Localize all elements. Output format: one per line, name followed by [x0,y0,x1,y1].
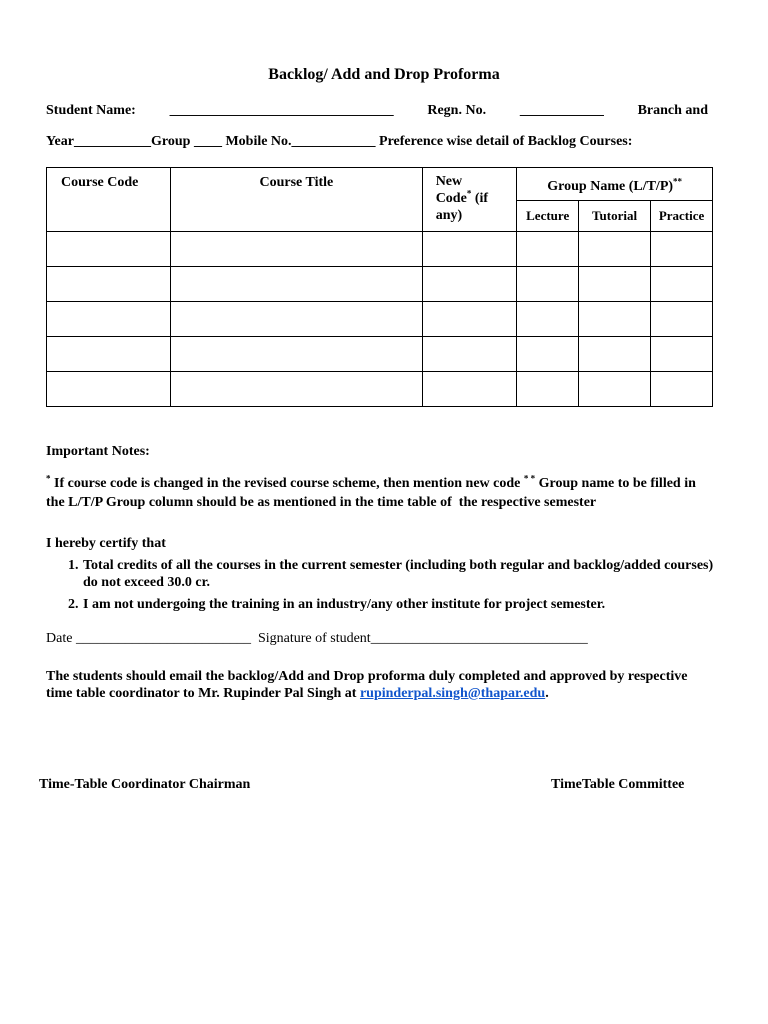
header-new-code-line2b: (if [471,191,489,206]
cell-new-code[interactable] [422,302,517,337]
backlog-courses-table [46,167,713,407]
cell-course-code[interactable] [47,372,171,407]
student-info-line [46,103,708,119]
cell-course-code[interactable] [47,337,171,372]
cell-course-title[interactable] [171,267,423,302]
submission-text: The students should email the backlog/Add and Drop proforma duly completed and approved by respective time table coordinator to Mr. Rupinder Pal Singh at [46,669,688,701]
note1-text: If course code is changed in the revised course scheme, then mention new code [50,476,524,491]
cell-course-title[interactable] [171,372,423,407]
header-group-name [517,168,713,201]
header-new-code-line2: Code [435,191,467,206]
cell-course-title[interactable] [171,302,423,337]
year-field-mark: _ [102,134,109,149]
signature-field[interactable]: _______________________________ [370,631,588,646]
cell-lecture[interactable] [517,337,579,372]
list-item-number: 1. [68,558,79,573]
cell-new-code[interactable] [422,337,517,372]
certify-heading: I hereby certify that [46,536,166,551]
list-item [68,557,718,591]
cell-lecture[interactable] [517,232,579,267]
cell-practice[interactable] [651,232,713,267]
submission-instructions [46,668,716,702]
year-label: Year [46,134,74,149]
date-signature-line [46,631,588,647]
cell-tutorial[interactable] [579,232,651,267]
group-label: Group [151,134,191,149]
mobile-field[interactable]: ____________ [291,134,376,149]
note1-mark: * [46,473,51,484]
cell-lecture[interactable] [517,302,579,337]
cell-tutorial[interactable] [579,302,651,337]
cell-new-code[interactable] [422,232,517,267]
header-practice: Practice [651,201,713,232]
cell-course-title[interactable] [171,232,423,267]
page-title: Backlog/ Add and Drop Proforma [268,66,500,83]
year-group-line [46,134,708,150]
header-new-code [422,168,517,232]
table-row [47,267,713,302]
note2-mark: * * [523,473,536,484]
date-label: Date [46,631,76,646]
student-name-field[interactable]: ________________________________ [169,103,394,118]
submission-end: . [545,686,549,701]
group-field[interactable]: ____ [190,134,226,149]
cell-tutorial[interactable] [579,372,651,407]
list-item-number: 2. [68,597,79,612]
header-course-code: Course Code [47,168,171,232]
year-field[interactable]: ____ [74,134,102,149]
header-tutorial: Tutorial [579,201,651,232]
important-notes-heading: Important Notes: [46,444,150,459]
important-notes-body [46,474,716,512]
table-row [47,302,713,337]
committee-signature-label: TimeTable Committee [551,777,685,792]
mobile-label: Mobile No. [225,134,292,149]
coordinator-signature-label: Time-Table Coordinator Chairman [39,777,251,792]
cell-practice[interactable] [651,372,713,407]
asterisk-mark: * [466,188,472,199]
year-field-2[interactable]: ______ [109,134,151,149]
cell-course-title[interactable] [171,337,423,372]
cell-lecture[interactable] [517,372,579,407]
preference-text: Preference wise detail of Backlog Courses: [375,134,633,149]
certify-list [68,557,718,618]
note2-text: Group name to be filled in the L/T/P Group column should be as mentioned in the time table of the respective semester [46,476,700,510]
cell-practice[interactable] [651,302,713,337]
regn-field[interactable]: ____________ [519,103,604,118]
header-new-code-line3: any) [435,208,463,223]
cell-tutorial[interactable] [579,337,651,372]
header-course-title: Course Title [171,168,423,232]
list-item-text: Total credits of all the courses in the current semester (including both regular and backlog/added courses) do not exceed 30.0 cr. [83,558,714,590]
cell-practice[interactable] [651,337,713,372]
date-field[interactable]: _________________________ [75,631,251,646]
list-item-text: I am not undergoing the training in an industry/any other institute for project semester. [83,597,606,612]
cell-lecture[interactable] [517,267,579,302]
cell-course-code[interactable] [47,267,171,302]
regn-label: Regn. No. [427,103,487,118]
double-asterisk-mark: ** [673,176,683,187]
table-row [47,337,713,372]
list-item [68,596,718,613]
table-row [47,232,713,267]
cell-new-code[interactable] [422,372,517,407]
branch-label: Branch and [637,103,708,118]
header-lecture: Lecture [517,201,579,232]
student-name-label: Student Name: [46,103,136,118]
cell-tutorial[interactable] [579,267,651,302]
cell-practice[interactable] [651,267,713,302]
cell-course-code[interactable] [47,232,171,267]
cell-course-code[interactable] [47,302,171,337]
table-row [47,372,713,407]
header-group-name-text: Group Name (L/T/P) [547,179,674,194]
cell-new-code[interactable] [422,267,517,302]
signature-label: Signature of student [250,631,371,646]
email-link[interactable]: rupinderpal.singh@thapar.edu [359,686,546,701]
header-new-code-line1: New [435,174,463,189]
